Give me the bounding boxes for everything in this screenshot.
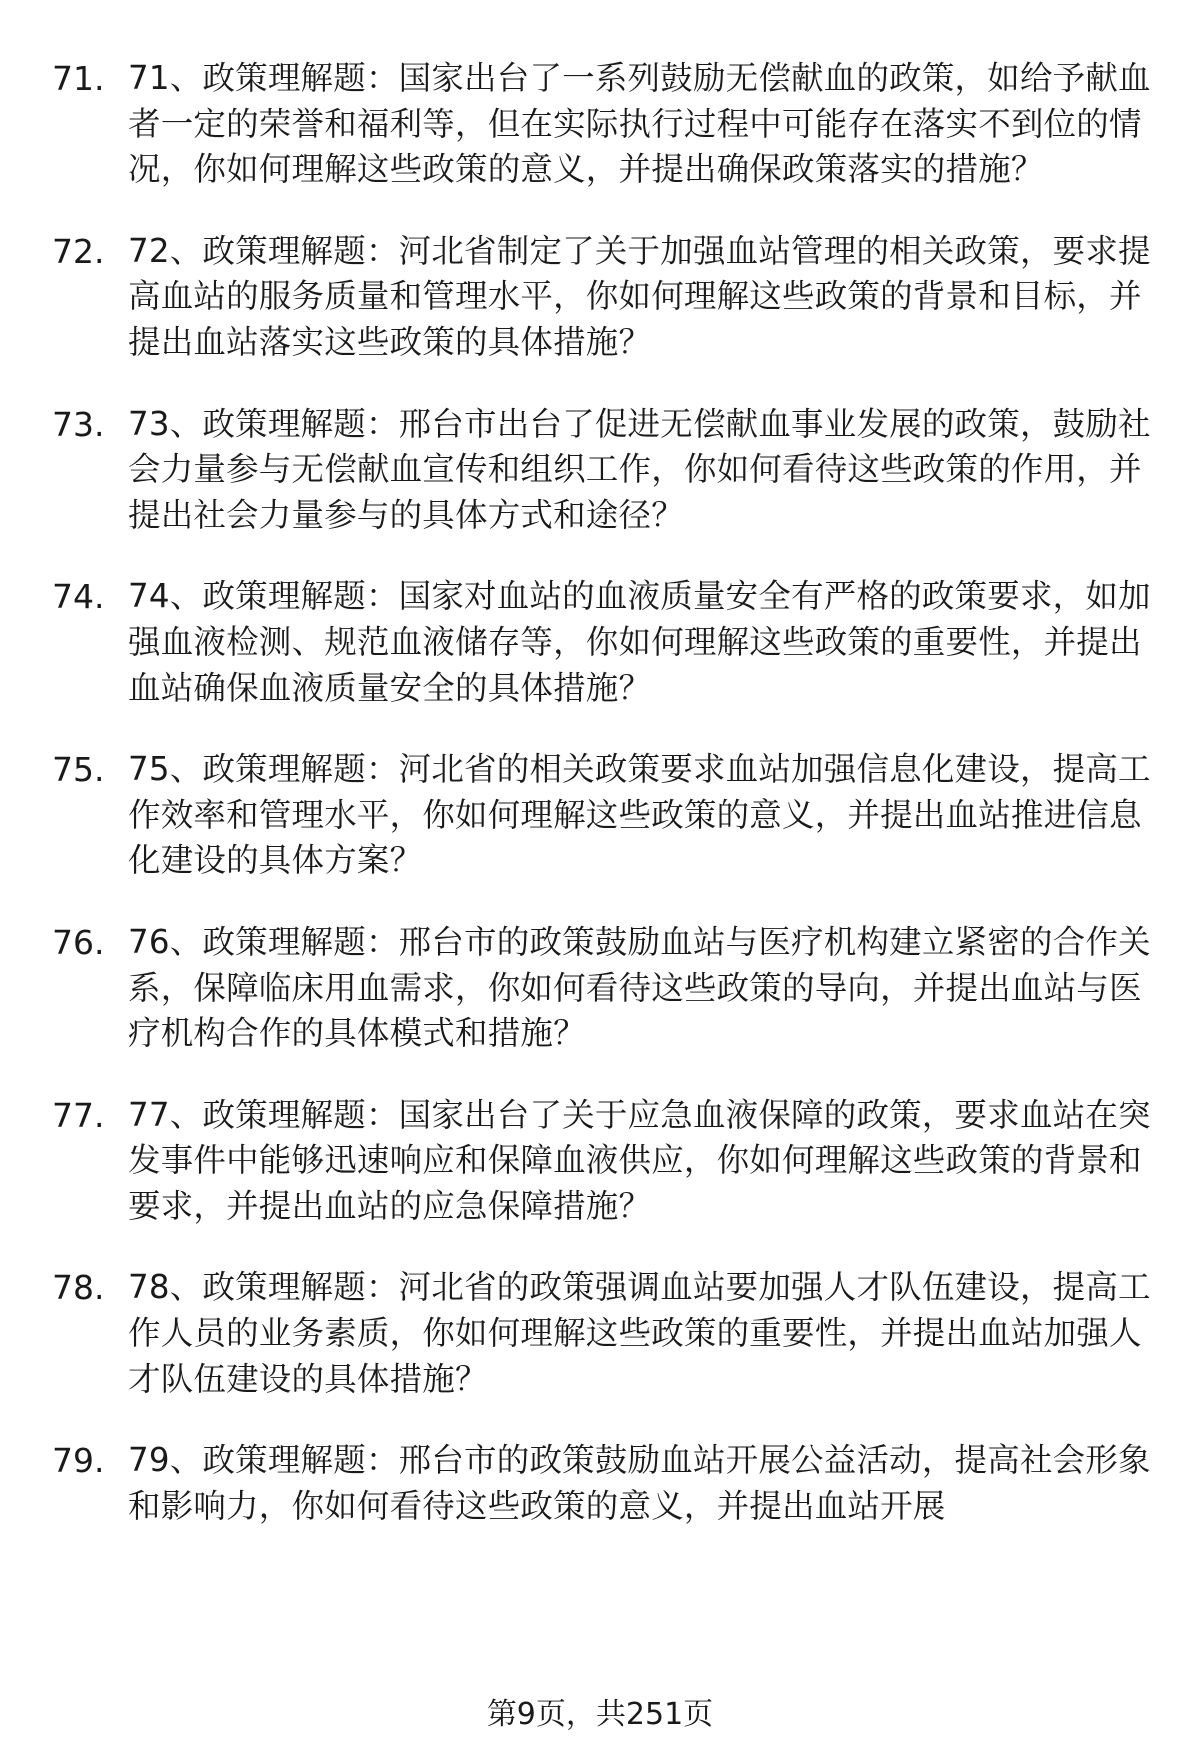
question-item	[0, 56, 1200, 193]
question-text: 75、政策理解题：河北省的相关政策要求血站加强信息化建设，提高工作效率和管理水平，你如何理解这些政策的意义，并提出血站推进信息化建设的具体方案？	[128, 750, 1151, 880]
question-number: 74.	[52, 577, 105, 617]
question-item	[0, 1093, 1200, 1230]
question-text: 77、政策理解题：国家出台了关于应急血液保障的政策，要求血站在突发事件中能够迅速响应和保障血液供应，你如何理解这些政策的背景和要求，并提出血站的应急保障措施？	[128, 1095, 1151, 1225]
question-number: 73.	[52, 404, 105, 444]
question-item	[0, 1438, 1200, 1529]
question-item	[0, 402, 1200, 539]
question-text: 78、政策理解题：河北省的政策强调血站要加强人才队伍建设，提高工作人员的业务素质，你如何理解这些政策的重要性，并提出血站加强人才队伍建设的具体措施？	[128, 1268, 1151, 1398]
question-number: 71.	[52, 59, 105, 98]
question-number: 76.	[52, 922, 105, 962]
question-number: 77.	[52, 1095, 105, 1135]
question-list	[0, 56, 1200, 1565]
question-text: 79、政策理解题：邢台市的政策鼓励血站开展公益活动，提高社会形象和影响力，你如何看待这些政策的意义，并提出血站开展	[128, 1441, 1151, 1525]
question-text: 74、政策理解题：国家对血站的血液质量安全有严格的政策要求，如加强血液检测、规范血液储存等，你如何理解这些政策的重要性，并提出血站确保血液质量安全的具体措施？	[128, 577, 1151, 707]
question-item	[0, 574, 1200, 711]
question-text: 76、政策理解题：邢台市的政策鼓励血站与医疗机构建立紧密的合作关系，保障临床用血需求，你如何看待这些政策的导向，并提出血站与医疗机构合作的具体模式和措施？	[128, 922, 1151, 1053]
question-item	[0, 920, 1200, 1057]
question-number: 72.	[52, 231, 105, 271]
question-text: 71、政策理解题：国家出台了一系列鼓励无偿献血的政策，如给予献血者一定的荣誉和福利等，但在实际执行过程中可能存在落实不到位的情况，你如何理解这些政策的意义，并提出确保政策落实的措施？	[128, 59, 1151, 189]
question-item	[0, 229, 1200, 366]
question-text: 73、政策理解题：邢台市出台了促进无偿献血事业发展的政策，鼓励社会力量参与无偿献血宣传和组织工作，你如何看待这些政策的作用，并提出社会力量参与的具体方式和途径？	[128, 404, 1151, 534]
question-text: 72、政策理解题：河北省制定了关于加强血站管理的相关政策，要求提高血站的服务质量和管理水平，你如何理解这些政策的背景和目标，并提出血站落实这些政策的具体措施？	[128, 231, 1151, 361]
question-number: 79.	[52, 1441, 105, 1481]
question-item	[0, 747, 1200, 884]
question-number: 78.	[52, 1268, 105, 1308]
question-item	[0, 1265, 1200, 1402]
question-number: 75.	[52, 750, 105, 790]
page-footer: 第9页，共251页	[486, 1697, 714, 1732]
